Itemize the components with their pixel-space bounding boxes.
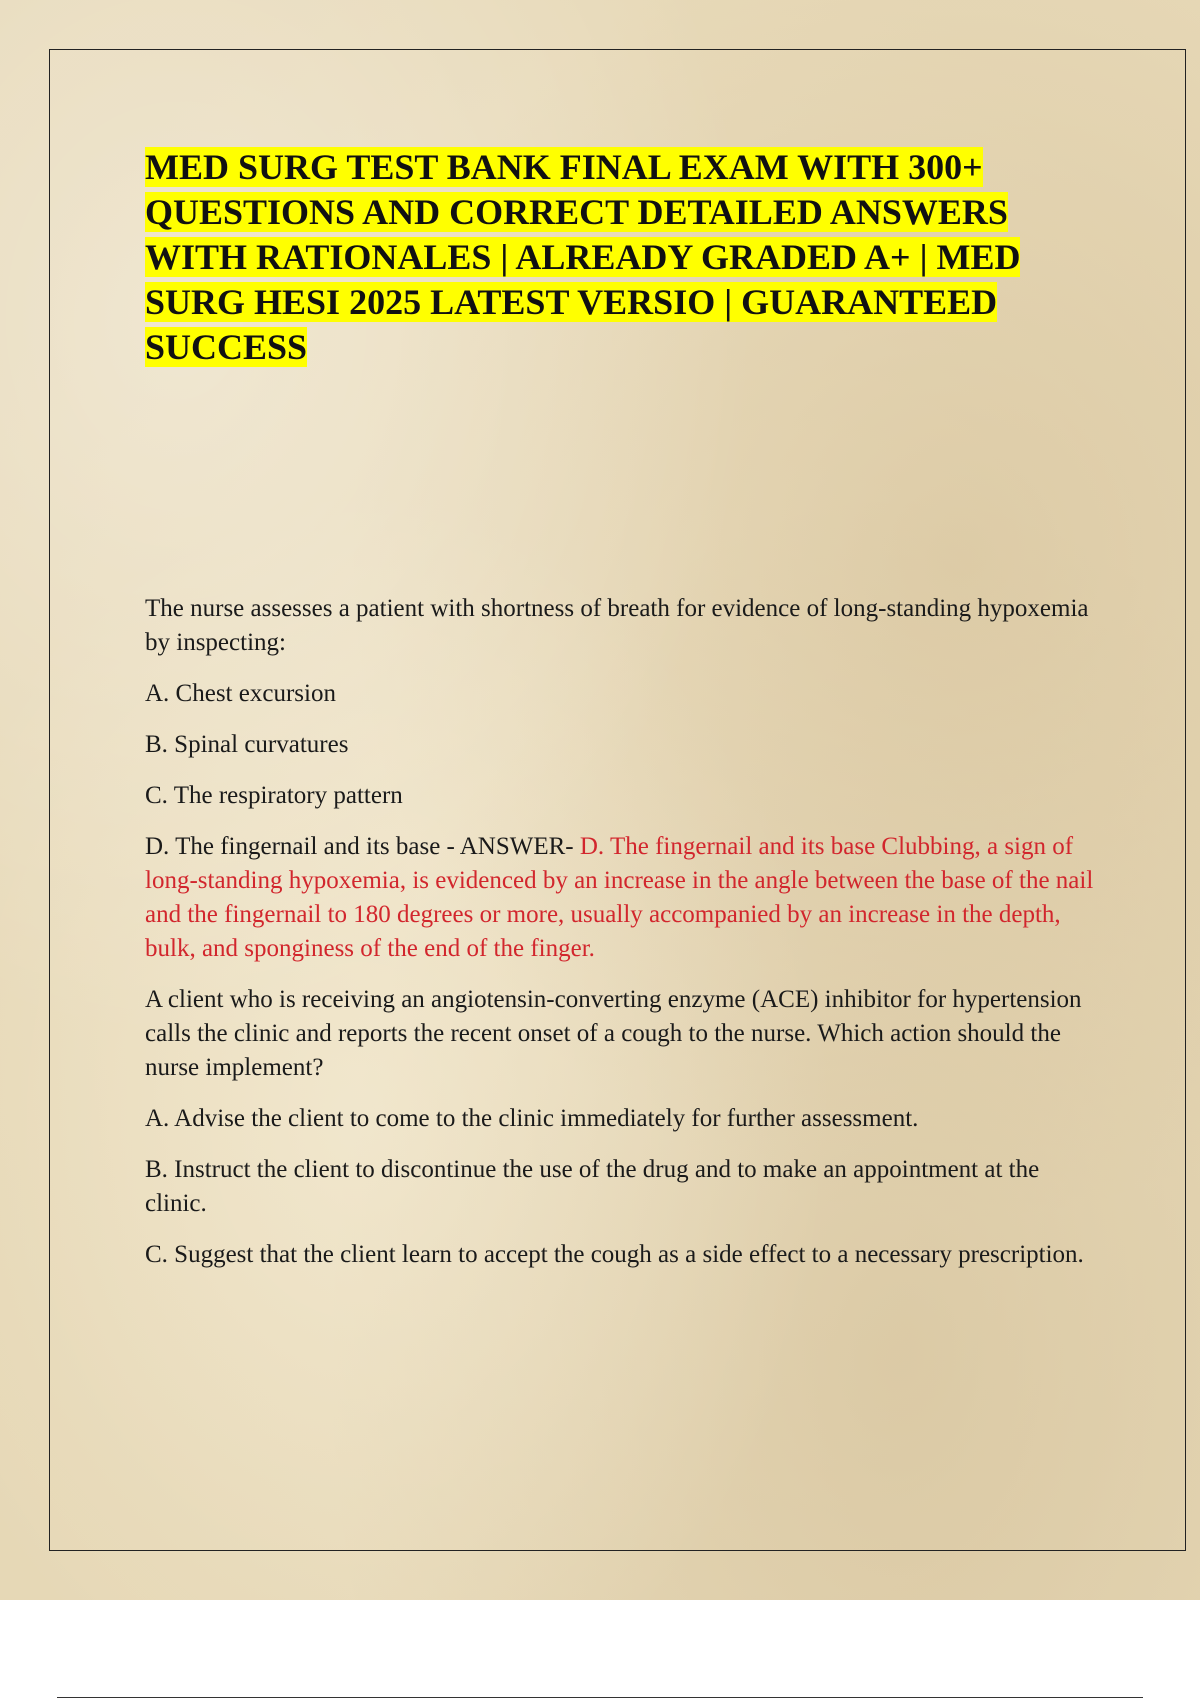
question-list bbox=[145, 592, 1100, 1289]
question-1-option-d-label: D. The fingernail and its base - ANSWER- bbox=[145, 833, 580, 860]
question-1-option-d bbox=[145, 830, 1100, 966]
question-1-stem: The nurse assesses a patient with shortness of breath for evidence of long-standing hypoxemia by inspecting: bbox=[145, 595, 1089, 656]
question-2-option-b: B. Instruct the client to discontinue the use of the drug and to make an appointment at the clinic. bbox=[145, 1156, 1040, 1217]
page-divider bbox=[57, 1697, 1143, 1698]
question-1-option-c: C. The respiratory pattern bbox=[145, 782, 403, 809]
question-2-option-a: A. Advise the client to come to the clinic immediately for further assessment. bbox=[145, 1105, 919, 1132]
document-title bbox=[145, 145, 1045, 370]
document-title-highlight: MED SURG TEST BANK FINAL EXAM WITH 300+ QUESTIONS AND CORRECT DETAILED ANSWERS WITH RATIONALES | ALREADY GRADED A+ | MED SURG HESI 2025 LATEST VERSIO | GUARANTEED SUCCESS bbox=[145, 147, 1021, 367]
question-1-answer-rationale: D. The fingernail and its base Clubbing, a sign of long-standing hypoxemia, is evidenced by an increase in the angle between the base of the nail and the fingernail to 180 degrees or more, usually accompanied by an increase in the depth, bulk, and sponginess of the end of the finger. bbox=[145, 833, 1094, 962]
question-1-option-b: B. Spinal curvatures bbox=[145, 731, 349, 758]
question-2-stem: A client who is receiving an angiotensin-converting enzyme (ACE) inhibitor for hypertension calls the clinic and reports the recent onset of a cough to the nurse. Which action should the nurse implement? bbox=[145, 986, 1082, 1081]
question-1-option-a: A. Chest excursion bbox=[145, 680, 336, 707]
question-2-option-c: C. Suggest that the client learn to accept the cough as a side effect to a necessary prescription. bbox=[145, 1241, 1084, 1268]
